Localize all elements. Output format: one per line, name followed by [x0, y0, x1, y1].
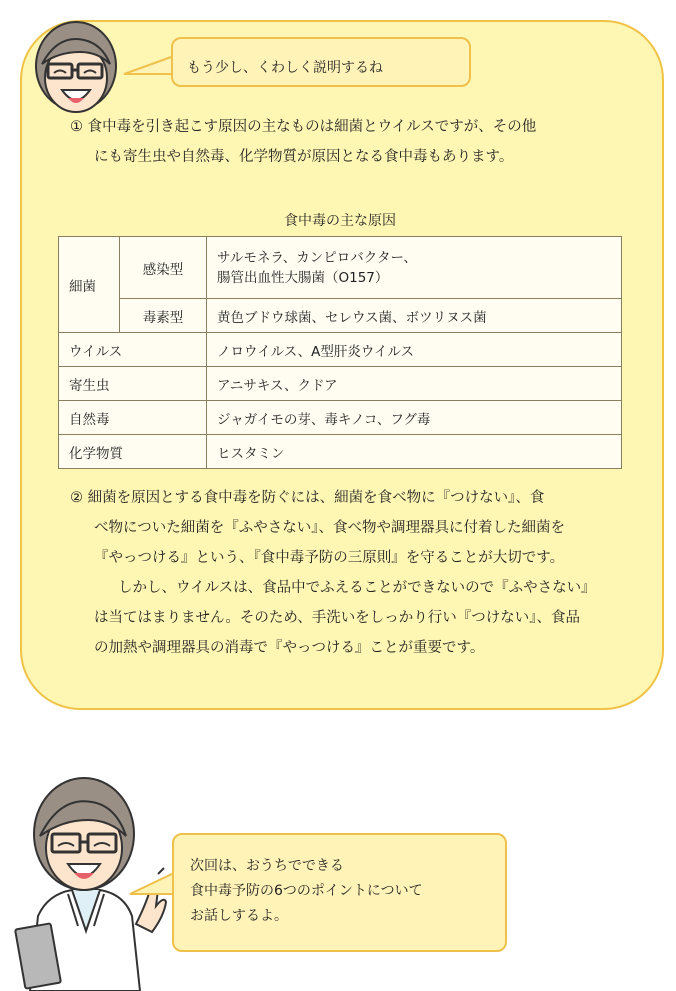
table-row	[59, 367, 622, 401]
paragraph-2-line-1: ② 細菌を原因とする食中毒を防ぐには、細菌を食べ物に『つけない』、食	[70, 490, 545, 506]
table-row	[59, 237, 622, 299]
table-cell-category: 自然毒	[59, 401, 207, 435]
paragraph-2	[70, 483, 626, 663]
infection-examples-line-2: 腸管出血性大腸菌（O157）	[217, 269, 389, 286]
table-cell-category: ウイルス	[59, 333, 207, 367]
paragraph-1-line-2: にも寄生虫や自然毒、化学物質が原因となる食中毒もあります。	[94, 149, 514, 165]
table-row	[59, 401, 622, 435]
paragraph-2-line-4: しかし、ウイルスは、食品中でふえることができないので『ふやさない』	[118, 580, 596, 596]
table-cell-examples: ヒスタミン	[207, 435, 622, 469]
speech-bubble-bottom	[172, 833, 507, 952]
table-row	[59, 435, 622, 469]
infection-examples-line-1: サルモネラ、カンピロバクター、	[217, 249, 417, 266]
bubble-bottom-line-3: お話しするよ。	[190, 908, 288, 924]
table-title: 食中毒の主な原因	[284, 213, 396, 229]
table-cell-bacteria: 細菌	[59, 237, 120, 333]
table-cell-examples: ジャガイモの芽、毒キノコ、フグ毒	[207, 401, 622, 435]
bubble-tail-bottom	[130, 868, 176, 902]
paragraph-1	[70, 112, 626, 172]
paragraph-2-line-2: べ物についた細菌を『ふやさない』、食べ物や調理器具に付着した細菌を	[94, 520, 565, 536]
bubble-bottom-line-2: 食中毒予防の6つのポイントについて	[190, 883, 423, 899]
speech-bubble-top	[171, 37, 471, 87]
table-cell-toxin-type: 毒素型	[120, 299, 207, 333]
paragraph-2-line-5: は当てはまりません。そのため、手洗いをしっかり行い『つけない』、食品	[94, 610, 581, 626]
table-cell-category: 寄生虫	[59, 367, 207, 401]
table-cell-toxin-examples: 黄色ブドウ球菌、セレウス菌、ボツリヌス菌	[207, 299, 622, 333]
paragraph-2-line-3: 『やっつける』という、『食中毒予防の三原則』を守ることが大切です。	[94, 550, 565, 566]
doctor-avatar-top-icon	[28, 12, 124, 122]
paragraph-2-line-6: の加熱や調理器具の消毒で『やっつける』ことが重要です。	[94, 640, 485, 656]
causes-table	[58, 236, 622, 469]
table-cell-infection-examples	[207, 237, 622, 299]
bubble-tail-top	[124, 52, 174, 82]
table-cell-category: 化学物質	[59, 435, 207, 469]
table-cell-infection-type: 感染型	[120, 237, 207, 299]
paragraph-1-line-1: ① 食中毒を引き起こす原因の主なものは細菌とウイルスですが、その他	[70, 119, 537, 135]
table-row	[59, 333, 622, 367]
bubble-bottom-line-1: 次回は、おうちでできる	[190, 858, 344, 874]
bubble-top-text: もう少し、くわしく説明するね	[187, 60, 383, 76]
table-cell-examples: ノロウイルス、A型肝炎ウイルス	[207, 333, 622, 367]
table-cell-examples: アニサキス、クドア	[207, 367, 622, 401]
table-row	[59, 299, 622, 333]
